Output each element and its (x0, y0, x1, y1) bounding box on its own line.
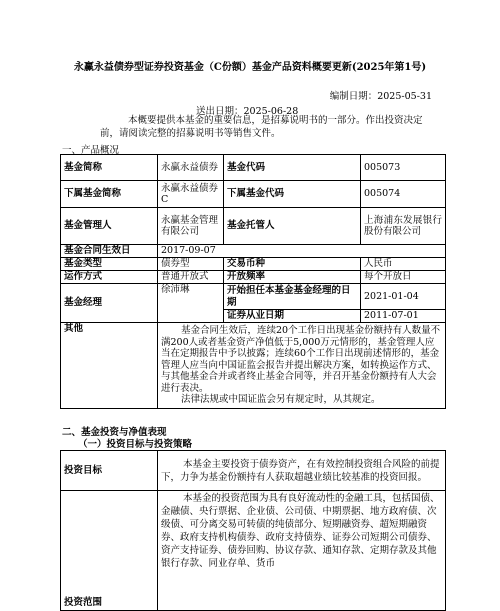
operation-mode-value: 普通开放式 (158, 271, 224, 284)
custodian-value: 上海浦东发展银行股份有限公司 (361, 208, 446, 245)
fund-name-label: 基金简称 (61, 155, 158, 181)
table-row (61, 491, 446, 611)
section-heading-overview: 一、产品概况 (62, 145, 120, 156)
table-row (61, 258, 446, 271)
open-frequency-value: 每个开放日 (361, 271, 446, 284)
fund-manager-value: 徐沛琳 (158, 284, 224, 323)
sub-fund-code-label: 下属基金代码 (224, 181, 361, 208)
scope-label: 投资范围 (61, 491, 158, 611)
section-heading-investment: 二、基金投资与净值表现 (62, 427, 167, 438)
product-overview-table (60, 154, 446, 409)
table-row (61, 451, 446, 491)
table-row (61, 208, 446, 245)
operation-mode-label: 运作方式 (61, 271, 158, 284)
fund-type-value: 债券型 (158, 258, 224, 271)
release-date: 送出日期：2025-06-28 (196, 106, 299, 117)
table-row (61, 284, 446, 310)
table-row (61, 181, 446, 208)
subsection-heading-objective: （一）投资目标与投资策略 (78, 439, 193, 450)
sub-fund-name-label: 下属基金简称 (61, 181, 158, 208)
other-text-2: 法律法规或中国证监会另有规定时，从其规定。 (181, 394, 381, 406)
manager-label: 基金管理人 (61, 208, 158, 245)
document-title: 永赢永益债券型证券投资基金（C份额）基金产品资料概要更新(2025年第1号) (73, 62, 427, 73)
manager-start-label: 开始担任本基金基金经理的日期 (224, 284, 361, 310)
currency-value: 人民币 (361, 258, 446, 271)
fund-type-label: 基金类型 (61, 258, 158, 271)
table-row (61, 323, 446, 409)
objective-text: 本基金主要投资于债券资产，在有效控制投资组合风险的前提下，力争为基金份额持有人获取超越业绩比较基准的投资回报。 (158, 451, 446, 491)
fund-name-value: 永赢永益债券 (158, 155, 224, 181)
effective-date-value: 2017-09-07 (158, 245, 446, 258)
other-text: 基金合同生效后，连续20个工作日出现基金份额持有人数量不满200人或者基金资产净值低于5,000万元情形的，基金管理人应当在定期报告中予以披露；连续60个工作日出现前述情形的，基金管理人应当向中国证监会报告并提出解决方案，如转换运作方式、与其他基金合并或者终止基金合同等，并召开基金份额持有人大会进行表决。 (161, 325, 441, 394)
intro-text: 本概要提供本基金的重要信息，是招募说明书的一部分。作出投资决定前，请阅读完整的招募说明书等销售文件。 (100, 115, 423, 139)
sub-fund-code-value: 005074 (361, 181, 446, 208)
custodian-label: 基金托管人 (224, 208, 361, 245)
currency-label: 交易币种 (224, 258, 361, 271)
fund-manager-label: 基金经理 (61, 284, 158, 323)
other-label: 其他 (61, 323, 158, 409)
career-start-label: 证券从业日期 (224, 310, 361, 323)
fund-code-label: 基金代码 (224, 155, 361, 181)
table-row (61, 155, 446, 181)
fund-code-value: 005073 (361, 155, 446, 181)
manager-value: 永赢基金管理有限公司 (158, 208, 224, 245)
objective-label: 投资目标 (61, 451, 158, 491)
table-row (61, 271, 446, 284)
table-row (61, 245, 446, 258)
compile-date: 编制日期：2025-05-31 (329, 91, 432, 102)
effective-date-label: 基金合同生效日 (61, 245, 158, 258)
sub-fund-name-value: 永赢永益债券C (158, 181, 224, 208)
scope-text: 本基金的投资范围为具有良好流动性的金融工具，包括国债、金融债、央行票据、企业债、公司债、中期票据、地方政府债、次级债、可分离交易可转债的纯债部分、短期融资券、超短期融资券、政府支持机构债券、政府支持债券、证券公司短期公司债券、资产支持证券、债券回购、协议存款、通知存款、定期存款及其他银行存款、同业存单、货币 (158, 491, 446, 611)
manager-start-value: 2021-01-04 (361, 284, 446, 310)
other-text-cell (158, 323, 446, 409)
open-frequency-label: 开放频率 (224, 271, 361, 284)
investment-table (60, 450, 446, 611)
career-start-value: 2011-07-01 (361, 310, 446, 323)
